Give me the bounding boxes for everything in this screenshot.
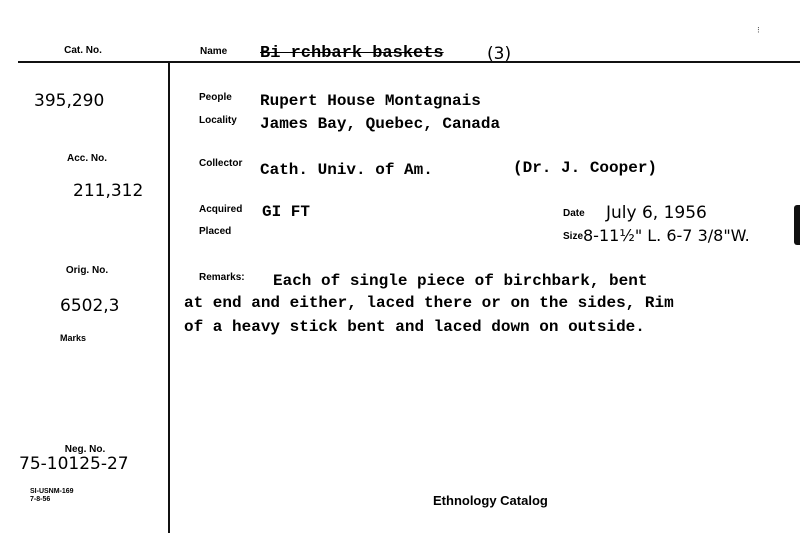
- form-code-line-1: SI-USNM-169: [30, 488, 74, 495]
- date-value: July 6, 1956: [606, 203, 707, 223]
- marks-label: Marks: [60, 333, 87, 343]
- remarks-line-1: Each of single piece of birchbark, bent: [273, 272, 648, 290]
- name-label: Name: [200, 46, 228, 57]
- orig-no-value: 6502,3: [60, 296, 120, 316]
- date-label: Date: [563, 208, 585, 219]
- acc-no-value: 211,312: [73, 181, 144, 201]
- locality-label: Locality: [199, 115, 237, 126]
- size-value: 8-11½" L. 6-7 3/8"W.: [583, 226, 750, 245]
- paper-speck: ⁝: [757, 26, 760, 36]
- form-code-line-2: 7-8-56: [30, 496, 51, 503]
- people-value: Rupert House Montagnais: [260, 92, 481, 110]
- neg-no-label: Neg. No.: [64, 444, 106, 455]
- name-value: Bi rchbark baskets: [260, 44, 444, 63]
- size-label: Size: [563, 231, 584, 242]
- collector-value: Cath. Univ. of Am.: [260, 161, 433, 179]
- locality-value: James Bay, Quebec, Canada: [260, 115, 501, 133]
- cat-no-value: 395,290: [34, 91, 105, 111]
- name-count-value: (3): [487, 44, 512, 64]
- placed-label: Placed: [199, 226, 232, 237]
- remarks-line-2: at end and either, laced there or on the sides, Rim: [184, 294, 674, 312]
- neg-no-value: 75-10125-27: [19, 454, 129, 474]
- acquired-value: GI FT: [262, 203, 311, 221]
- acquired-label: Acquired: [199, 204, 243, 215]
- people-label: People: [199, 92, 232, 103]
- column-divider-line: [168, 62, 170, 533]
- collector-label: Collector: [199, 158, 243, 169]
- card-edge-mark: [794, 205, 800, 245]
- collector-person-value: (Dr. J. Cooper): [513, 159, 658, 177]
- footer-title: Ethnology Catalog: [433, 493, 548, 508]
- remarks-line-3: of a heavy stick bent and laced down on outside.: [184, 318, 645, 336]
- cat-no-label: Cat. No.: [64, 45, 102, 56]
- remarks-label: Remarks:: [199, 272, 245, 283]
- acc-no-label: Acc. No.: [66, 153, 107, 164]
- form-code: [30, 488, 74, 504]
- orig-no-label: Orig. No.: [65, 265, 109, 276]
